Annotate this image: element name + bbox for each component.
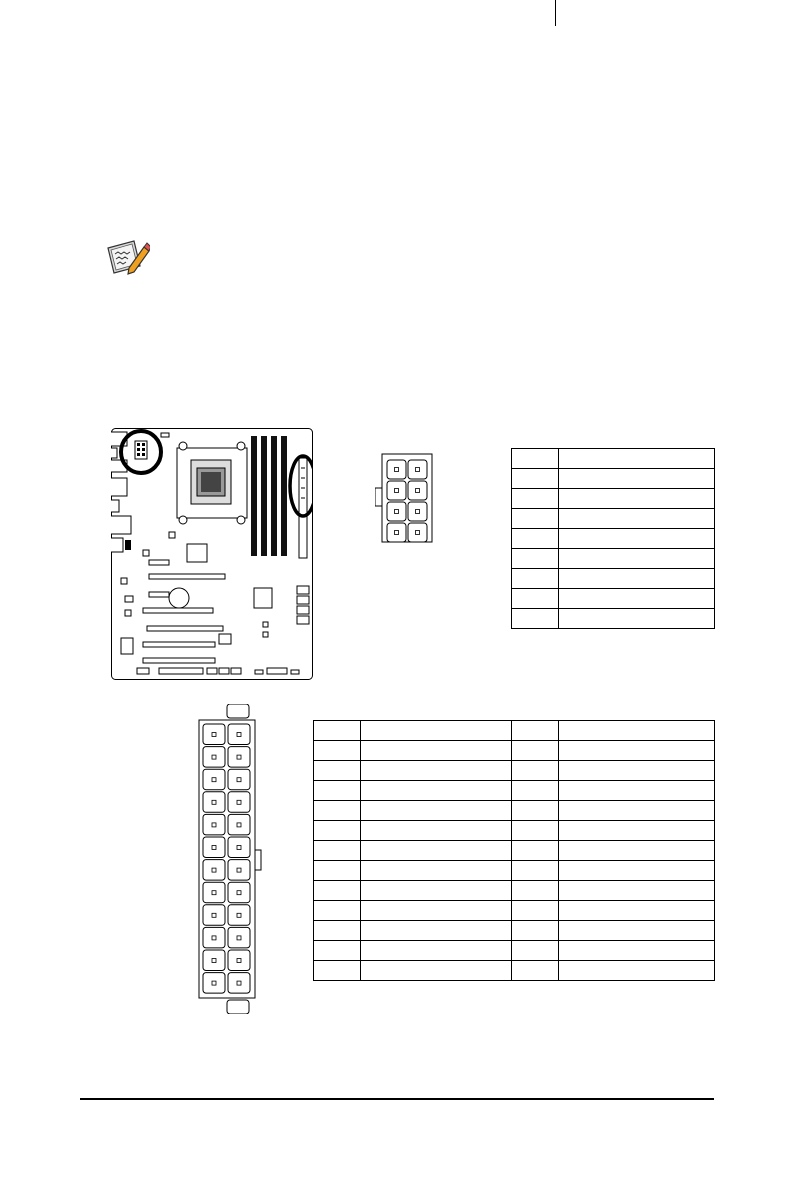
- table-cell: [559, 901, 715, 921]
- table-cell: [559, 529, 715, 549]
- table-cell: [314, 741, 361, 761]
- connector-pin-contact: [237, 868, 241, 872]
- table-cell: [512, 721, 559, 741]
- connector-pin-contact: [237, 823, 241, 827]
- connector-pin-contact: [212, 913, 216, 917]
- table-cell: [314, 861, 361, 881]
- table-cell: [512, 961, 559, 981]
- table-cell: [512, 861, 559, 881]
- table-row: [314, 741, 715, 761]
- connector-pin-contact: [237, 936, 241, 940]
- connector-pin-contact: [237, 913, 241, 917]
- table-cell: [512, 489, 559, 509]
- table-cell: [559, 549, 715, 569]
- table-cell: [314, 921, 361, 941]
- table-cell: [361, 961, 512, 981]
- table-row: [314, 941, 715, 961]
- table-row: [314, 861, 715, 881]
- table-cell: [559, 961, 715, 981]
- table-cell: [314, 961, 361, 981]
- table-cell: [361, 841, 512, 861]
- table-cell: [361, 801, 512, 821]
- atx-12v-pin-table: [511, 448, 715, 629]
- table-cell: [314, 881, 361, 901]
- table-cell: [512, 941, 559, 961]
- table-cell: [559, 609, 715, 629]
- table-cell: [512, 881, 559, 901]
- table-cell: [512, 821, 559, 841]
- note-pencil-icon: [104, 238, 150, 276]
- connector-pin-contact: [212, 868, 216, 872]
- connector-pin-contact: [212, 823, 216, 827]
- table-cell: [559, 841, 715, 861]
- table-cell: [361, 941, 512, 961]
- table-row: [314, 721, 715, 741]
- connector-pin-contact: [237, 981, 241, 985]
- table-cell: [314, 901, 361, 921]
- table-cell: [512, 529, 559, 549]
- table-cell: [314, 781, 361, 801]
- table-cell: [559, 861, 715, 881]
- table-cell: [361, 881, 512, 901]
- connector-pin-contact: [237, 733, 241, 737]
- table-cell: [512, 509, 559, 529]
- table-row: [314, 801, 715, 821]
- header-divider: [555, 0, 556, 26]
- table-cell: [559, 469, 715, 489]
- table-cell: [559, 721, 715, 741]
- table-cell: [512, 901, 559, 921]
- atx-12v-2x4-connector: [375, 452, 435, 544]
- table-row: [314, 781, 715, 801]
- table-cell: [559, 941, 715, 961]
- table-cell: [314, 761, 361, 781]
- table-cell: [512, 609, 559, 629]
- table-cell: [314, 821, 361, 841]
- connector-pin-contact: [212, 800, 216, 804]
- table-cell: [512, 569, 559, 589]
- table-cell: [559, 881, 715, 901]
- table-cell: [361, 921, 512, 941]
- table-row: [314, 881, 715, 901]
- table-row: [314, 821, 715, 841]
- table-row: [512, 569, 715, 589]
- table-cell: [314, 941, 361, 961]
- table-cell: [314, 721, 361, 741]
- table-cell: [361, 721, 512, 741]
- table-cell: [559, 741, 715, 761]
- connector-pin-contact: [237, 891, 241, 895]
- footer-rule: [80, 1098, 714, 1100]
- connector-pin-contact: [212, 981, 216, 985]
- connector-pin-contact: [212, 959, 216, 963]
- atx-24pin-table: [313, 720, 715, 981]
- table-cell: [361, 821, 512, 841]
- motherboard-layout-diagram: [111, 428, 313, 680]
- table-row: [314, 901, 715, 921]
- table-row: [314, 841, 715, 861]
- table-row: [512, 469, 715, 489]
- connector-pin-contact: [212, 778, 216, 782]
- table-row: [512, 589, 715, 609]
- table-cell: [361, 901, 512, 921]
- table-row: [512, 609, 715, 629]
- table-row: [512, 489, 715, 509]
- connector-pin-contact: [237, 846, 241, 850]
- table-cell: [559, 781, 715, 801]
- connector-pin-contact: [237, 800, 241, 804]
- table-cell: [512, 841, 559, 861]
- table-row: [512, 449, 715, 469]
- table-row: [512, 509, 715, 529]
- table-cell: [361, 761, 512, 781]
- table-cell: [559, 489, 715, 509]
- table-cell: [512, 549, 559, 569]
- table-row: [512, 529, 715, 549]
- table-cell: [559, 921, 715, 941]
- connector-pin-contact: [237, 778, 241, 782]
- table-cell: [512, 449, 559, 469]
- table-cell: [559, 509, 715, 529]
- table-cell: [559, 449, 715, 469]
- table-cell: [559, 589, 715, 609]
- table-cell: [512, 781, 559, 801]
- table-cell: [512, 921, 559, 941]
- table-cell: [559, 821, 715, 841]
- table-cell: [361, 861, 512, 881]
- table-cell: [559, 569, 715, 589]
- connector-pin-contact: [212, 846, 216, 850]
- table-row: [512, 549, 715, 569]
- connector-pin-contact: [212, 891, 216, 895]
- table-cell: [512, 761, 559, 781]
- connector-pin-contact: [212, 733, 216, 737]
- atx-24pin-connector: [193, 704, 265, 1014]
- connector-pin-contact: [237, 755, 241, 759]
- table-cell: [361, 741, 512, 761]
- table-row: [314, 961, 715, 981]
- table-cell: [314, 841, 361, 861]
- table-cell: [361, 781, 512, 801]
- connector-pin-contact: [237, 959, 241, 963]
- table-cell: [559, 801, 715, 821]
- table-cell: [512, 741, 559, 761]
- table-cell: [512, 589, 559, 609]
- table-row: [314, 761, 715, 781]
- table-cell: [314, 801, 361, 821]
- table-cell: [512, 469, 559, 489]
- table-cell: [559, 761, 715, 781]
- connector-pin-contact: [212, 936, 216, 940]
- table-row: [314, 921, 715, 941]
- table-cell: [512, 801, 559, 821]
- connector-pin-contact: [212, 755, 216, 759]
